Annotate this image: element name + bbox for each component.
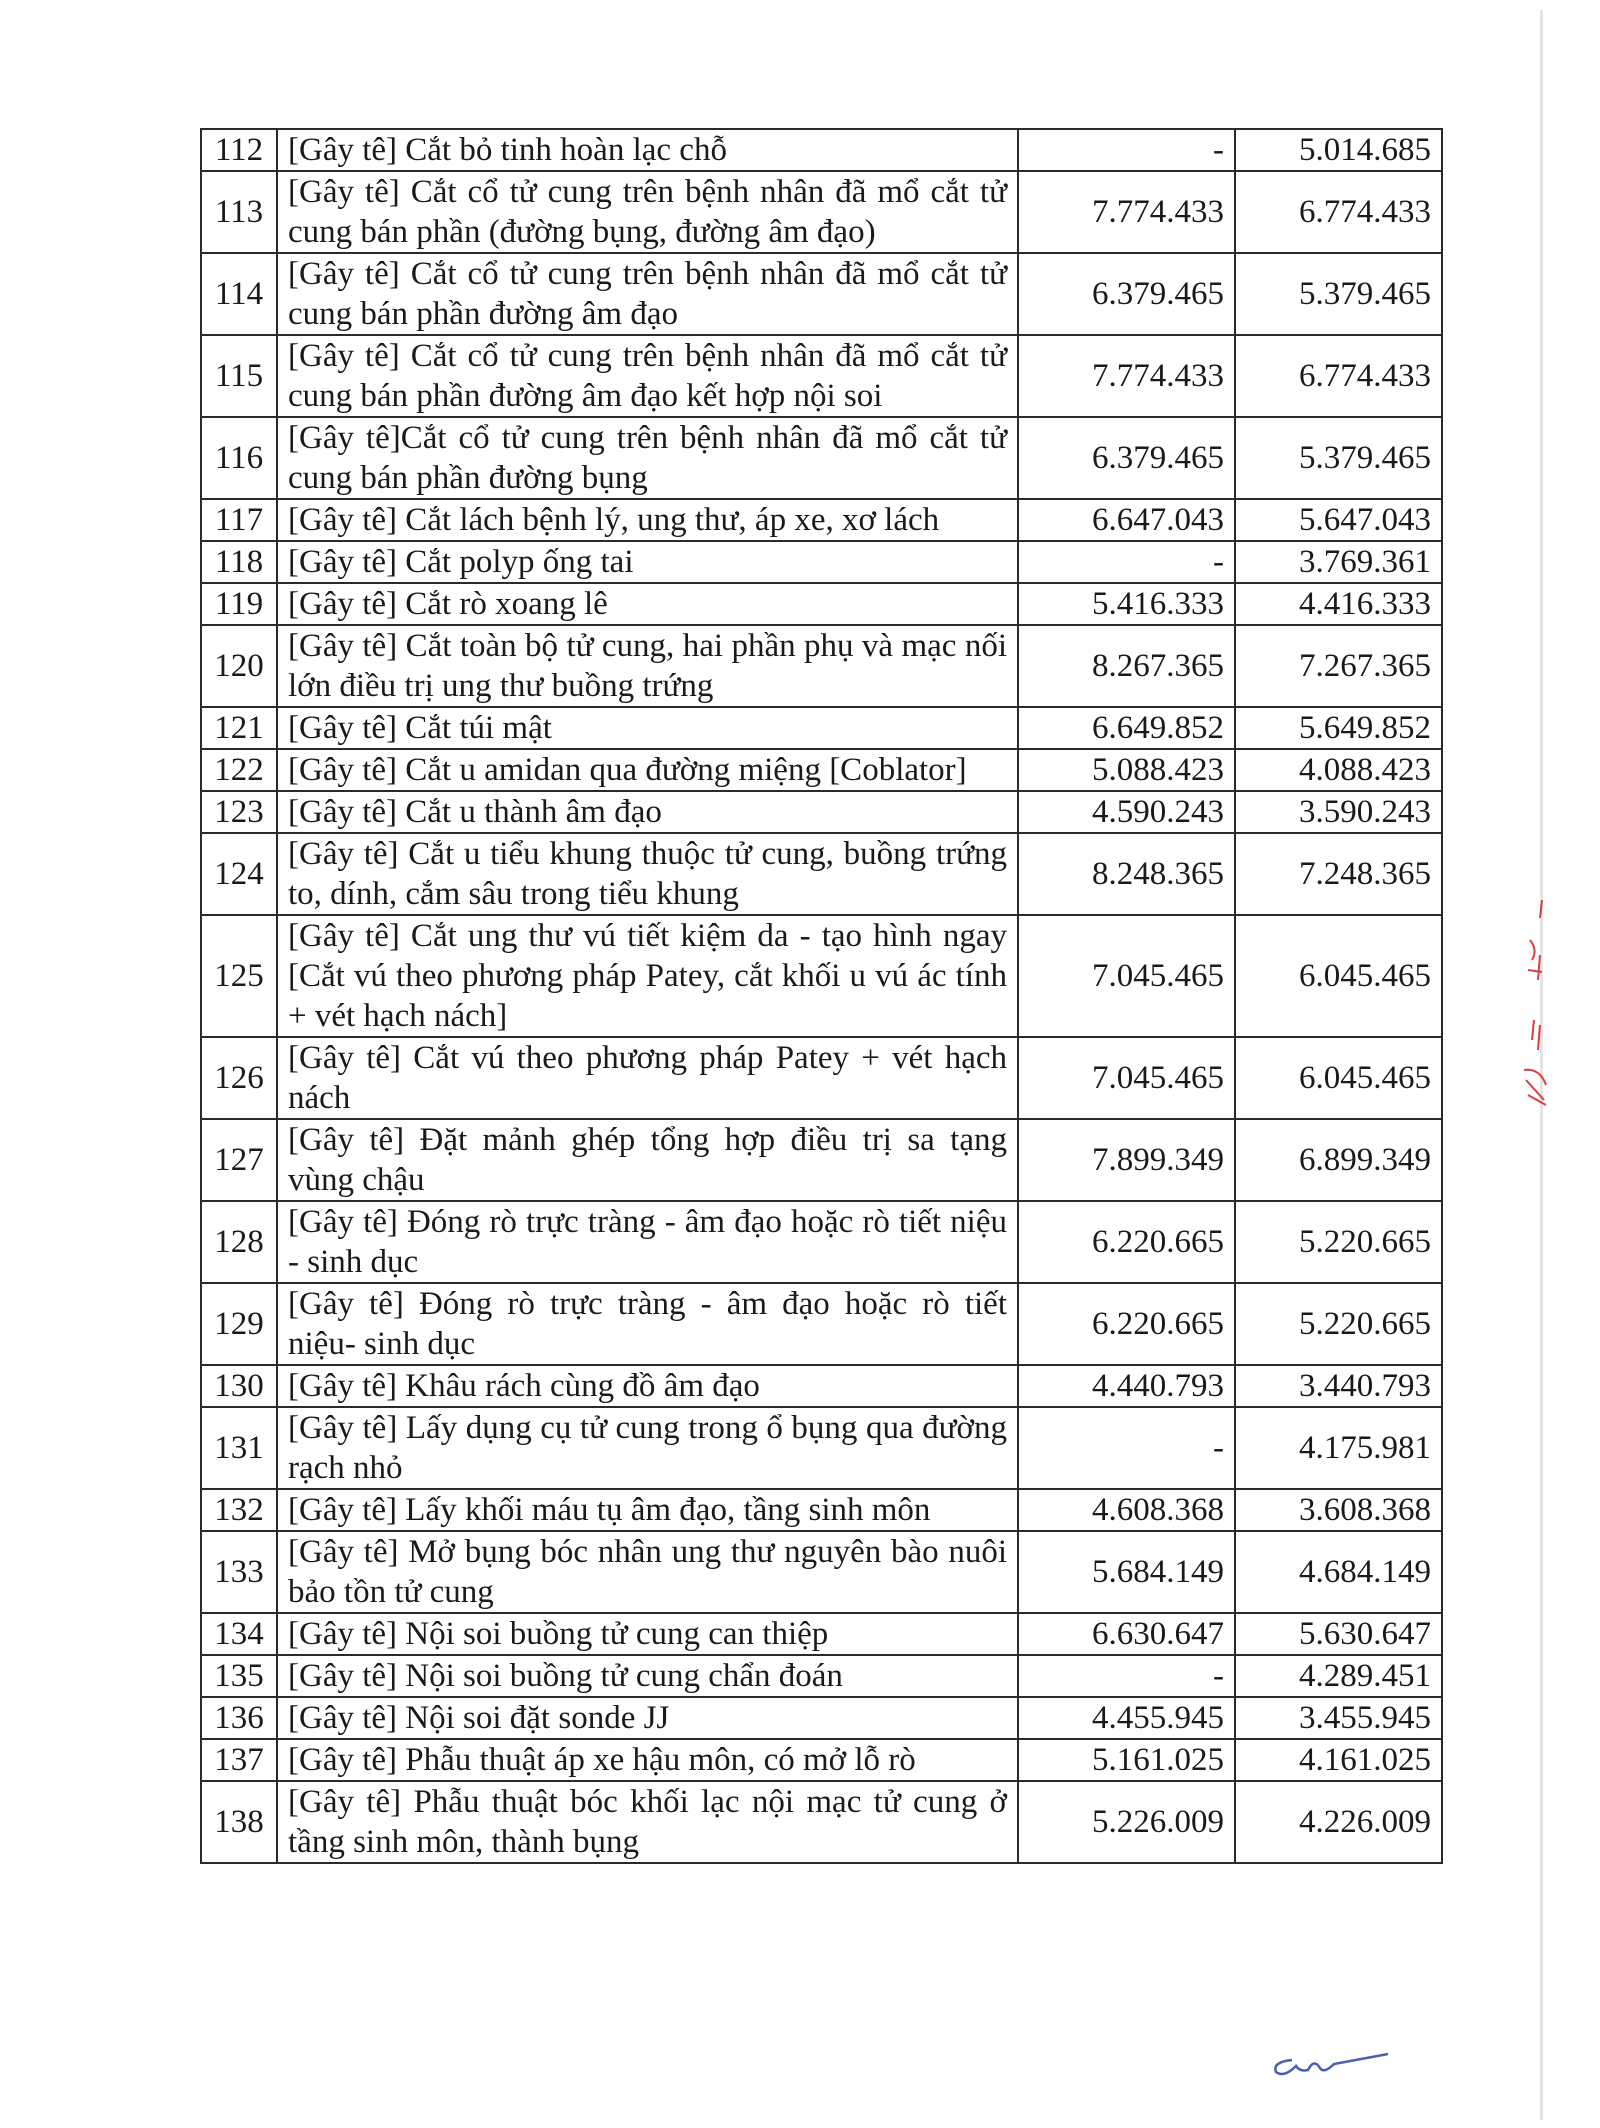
price-col-2: 5.647.043 <box>1235 499 1442 541</box>
fee-table-body <box>201 129 1442 1863</box>
service-name: [Gây tê] Cắt u thành âm đạo <box>277 791 1018 833</box>
row-number: 118 <box>201 541 277 583</box>
row-number: 122 <box>201 749 277 791</box>
price-col-1: 7.774.433 <box>1018 335 1235 417</box>
row-number: 130 <box>201 1365 277 1407</box>
service-name: [Gây tê] Cắt rò xoang lê <box>277 583 1018 625</box>
table-row <box>201 253 1442 335</box>
price-col-2: 3.769.361 <box>1235 541 1442 583</box>
price-col-2: 6.899.349 <box>1235 1119 1442 1201</box>
price-col-1: 7.045.465 <box>1018 915 1235 1037</box>
service-name: [Gây tê] Cắt cổ tử cung trên bệnh nhân đã mổ cắt tử cung bán phần (đường bụng, đường âm đạo) <box>277 171 1018 253</box>
table-row <box>201 499 1442 541</box>
price-col-1: - <box>1018 1655 1235 1697</box>
price-col-2: 4.416.333 <box>1235 583 1442 625</box>
price-col-2: 3.590.243 <box>1235 791 1442 833</box>
price-col-1: 4.608.368 <box>1018 1489 1235 1531</box>
table-row <box>201 1739 1442 1781</box>
table-row <box>201 1365 1442 1407</box>
row-number: 124 <box>201 833 277 915</box>
row-number: 115 <box>201 335 277 417</box>
table-row <box>201 1407 1442 1489</box>
service-name: [Gây tê] Cắt ung thư vú tiết kiệm da - tạo hình ngay [Cắt vú theo phương pháp Patey, cắt khối u vú ác tính + vét hạch nách] <box>277 915 1018 1037</box>
table-row <box>201 1613 1442 1655</box>
table-row <box>201 833 1442 915</box>
price-col-1: 7.899.349 <box>1018 1119 1235 1201</box>
table-row <box>201 625 1442 707</box>
table-row <box>201 749 1442 791</box>
stamp-mark <box>1520 900 1550 1110</box>
price-col-2: 5.220.665 <box>1235 1201 1442 1283</box>
row-number: 128 <box>201 1201 277 1283</box>
price-col-2: 6.045.465 <box>1235 1037 1442 1119</box>
service-name: [Gây tê] Lấy khối máu tụ âm đạo, tầng sinh môn <box>277 1489 1018 1531</box>
price-col-1: 7.045.465 <box>1018 1037 1235 1119</box>
row-number: 133 <box>201 1531 277 1613</box>
price-col-2: 3.455.945 <box>1235 1697 1442 1739</box>
service-name: [Gây tê] Nội soi buồng tử cung chẩn đoán <box>277 1655 1018 1697</box>
price-col-1: - <box>1018 129 1235 171</box>
price-col-2: 3.440.793 <box>1235 1365 1442 1407</box>
service-name: [Gây tê] Cắt polyp ống tai <box>277 541 1018 583</box>
price-col-2: 4.226.009 <box>1235 1781 1442 1863</box>
row-number: 135 <box>201 1655 277 1697</box>
service-name: [Gây tê] Đóng rò trực tràng - âm đạo hoặc rò tiết niệu - sinh dục <box>277 1201 1018 1283</box>
table-row <box>201 171 1442 253</box>
price-col-2: 6.774.433 <box>1235 171 1442 253</box>
service-name: [Gây tê] Đặt mảnh ghép tổng hợp điều trị sa tạng vùng chậu <box>277 1119 1018 1201</box>
price-col-1: 6.630.647 <box>1018 1613 1235 1655</box>
price-col-1: 6.220.665 <box>1018 1283 1235 1365</box>
price-col-2: 4.161.025 <box>1235 1739 1442 1781</box>
table-row <box>201 1489 1442 1531</box>
price-col-2: 7.248.365 <box>1235 833 1442 915</box>
row-number: 129 <box>201 1283 277 1365</box>
price-col-2: 7.267.365 <box>1235 625 1442 707</box>
price-col-1: 4.590.243 <box>1018 791 1235 833</box>
price-col-1: 5.161.025 <box>1018 1739 1235 1781</box>
price-col-1: 6.379.465 <box>1018 417 1235 499</box>
price-col-2: 5.630.647 <box>1235 1613 1442 1655</box>
row-number: 112 <box>201 129 277 171</box>
price-col-2: 5.379.465 <box>1235 253 1442 335</box>
price-col-1: - <box>1018 1407 1235 1489</box>
service-name: [Gây tê] Cắt túi mật <box>277 707 1018 749</box>
row-number: 132 <box>201 1489 277 1531</box>
table-row <box>201 1283 1442 1365</box>
service-name: [Gây tê] Cắt u amidan qua đường miệng [Coblator] <box>277 749 1018 791</box>
table-row <box>201 1119 1442 1201</box>
service-name: [Gây tê] Cắt u tiểu khung thuộc tử cung, buồng trứng to, dính, cắm sâu trong tiểu khung <box>277 833 1018 915</box>
table-row <box>201 335 1442 417</box>
signature-mark <box>1262 2040 1392 2080</box>
row-number: 116 <box>201 417 277 499</box>
price-col-2: 5.379.465 <box>1235 417 1442 499</box>
table-row <box>201 915 1442 1037</box>
service-name: [Gây tê] Lấy dụng cụ tử cung trong ổ bụng qua đường rạch nhỏ <box>277 1407 1018 1489</box>
price-col-1: 5.226.009 <box>1018 1781 1235 1863</box>
service-name: [Gây tê] Cắt toàn bộ tử cung, hai phần phụ và mạc nối lớn điều trị ung thư buồng trứng <box>277 625 1018 707</box>
fee-table <box>200 128 1443 1864</box>
table-row <box>201 417 1442 499</box>
price-col-2: 5.014.685 <box>1235 129 1442 171</box>
service-name: [Gây tê] Cắt cổ tử cung trên bệnh nhân đã mổ cắt tử cung bán phần đường âm đạo <box>277 253 1018 335</box>
row-number: 138 <box>201 1781 277 1863</box>
row-number: 137 <box>201 1739 277 1781</box>
price-col-2: 5.220.665 <box>1235 1283 1442 1365</box>
table-row <box>201 707 1442 749</box>
table-row <box>201 1697 1442 1739</box>
price-col-2: 4.684.149 <box>1235 1531 1442 1613</box>
table-row <box>201 1531 1442 1613</box>
service-name: [Gây tê]Cắt cổ tử cung trên bệnh nhân đã mổ cắt tử cung bán phần đường bụng <box>277 417 1018 499</box>
price-col-1: 6.379.465 <box>1018 253 1235 335</box>
row-number: 131 <box>201 1407 277 1489</box>
price-col-2: 5.649.852 <box>1235 707 1442 749</box>
table-row <box>201 1655 1442 1697</box>
table-row <box>201 583 1442 625</box>
price-col-2: 3.608.368 <box>1235 1489 1442 1531</box>
service-name: [Gây tê] Phẫu thuật áp xe hậu môn, có mở lỗ rò <box>277 1739 1018 1781</box>
price-col-1: 4.455.945 <box>1018 1697 1235 1739</box>
service-name: [Gây tê] Cắt lách bệnh lý, ung thư, áp xe, xơ lách <box>277 499 1018 541</box>
row-number: 127 <box>201 1119 277 1201</box>
row-number: 134 <box>201 1613 277 1655</box>
row-number: 114 <box>201 253 277 335</box>
table-row <box>201 791 1442 833</box>
table-row <box>201 1781 1442 1863</box>
price-col-2: 4.088.423 <box>1235 749 1442 791</box>
service-name: [Gây tê] Cắt bỏ tinh hoàn lạc chỗ <box>277 129 1018 171</box>
service-name: [Gây tê] Cắt cổ tử cung trên bệnh nhân đã mổ cắt tử cung bán phần đường âm đạo kết hợp nội soi <box>277 335 1018 417</box>
table-row <box>201 1201 1442 1283</box>
price-col-2: 4.175.981 <box>1235 1407 1442 1489</box>
row-number: 136 <box>201 1697 277 1739</box>
price-col-1: 5.684.149 <box>1018 1531 1235 1613</box>
service-name: [Gây tê] Nội soi đặt sonde JJ <box>277 1697 1018 1739</box>
price-col-1: 6.220.665 <box>1018 1201 1235 1283</box>
price-col-1: 5.088.423 <box>1018 749 1235 791</box>
service-name: [Gây tê] Đóng rò trực tràng - âm đạo hoặc rò tiết niệu- sinh dục <box>277 1283 1018 1365</box>
price-col-2: 6.774.433 <box>1235 335 1442 417</box>
price-col-1: 8.267.365 <box>1018 625 1235 707</box>
row-number: 117 <box>201 499 277 541</box>
table-row <box>201 541 1442 583</box>
row-number: 123 <box>201 791 277 833</box>
price-col-1: 4.440.793 <box>1018 1365 1235 1407</box>
service-name: [Gây tê] Nội soi buồng tử cung can thiệp <box>277 1613 1018 1655</box>
price-col-1: 8.248.365 <box>1018 833 1235 915</box>
row-number: 113 <box>201 171 277 253</box>
price-col-2: 4.289.451 <box>1235 1655 1442 1697</box>
row-number: 119 <box>201 583 277 625</box>
price-col-1: 6.647.043 <box>1018 499 1235 541</box>
service-name: [Gây tê] Mở bụng bóc nhân ung thư nguyên bào nuôi bảo tồn tử cung <box>277 1531 1018 1613</box>
price-col-1: 6.649.852 <box>1018 707 1235 749</box>
service-name: [Gây tê] Khâu rách cùng đồ âm đạo <box>277 1365 1018 1407</box>
table-row <box>201 129 1442 171</box>
row-number: 121 <box>201 707 277 749</box>
price-col-1: 5.416.333 <box>1018 583 1235 625</box>
row-number: 126 <box>201 1037 277 1119</box>
service-name: [Gây tê] Cắt vú theo phương pháp Patey + vét hạch nách <box>277 1037 1018 1119</box>
row-number: 120 <box>201 625 277 707</box>
row-number: 125 <box>201 915 277 1037</box>
table-row <box>201 1037 1442 1119</box>
price-col-1: - <box>1018 541 1235 583</box>
price-col-2: 6.045.465 <box>1235 915 1442 1037</box>
service-name: [Gây tê] Phẫu thuật bóc khối lạc nội mạc tử cung ở tầng sinh môn, thành bụng <box>277 1781 1018 1863</box>
price-col-1: 7.774.433 <box>1018 171 1235 253</box>
